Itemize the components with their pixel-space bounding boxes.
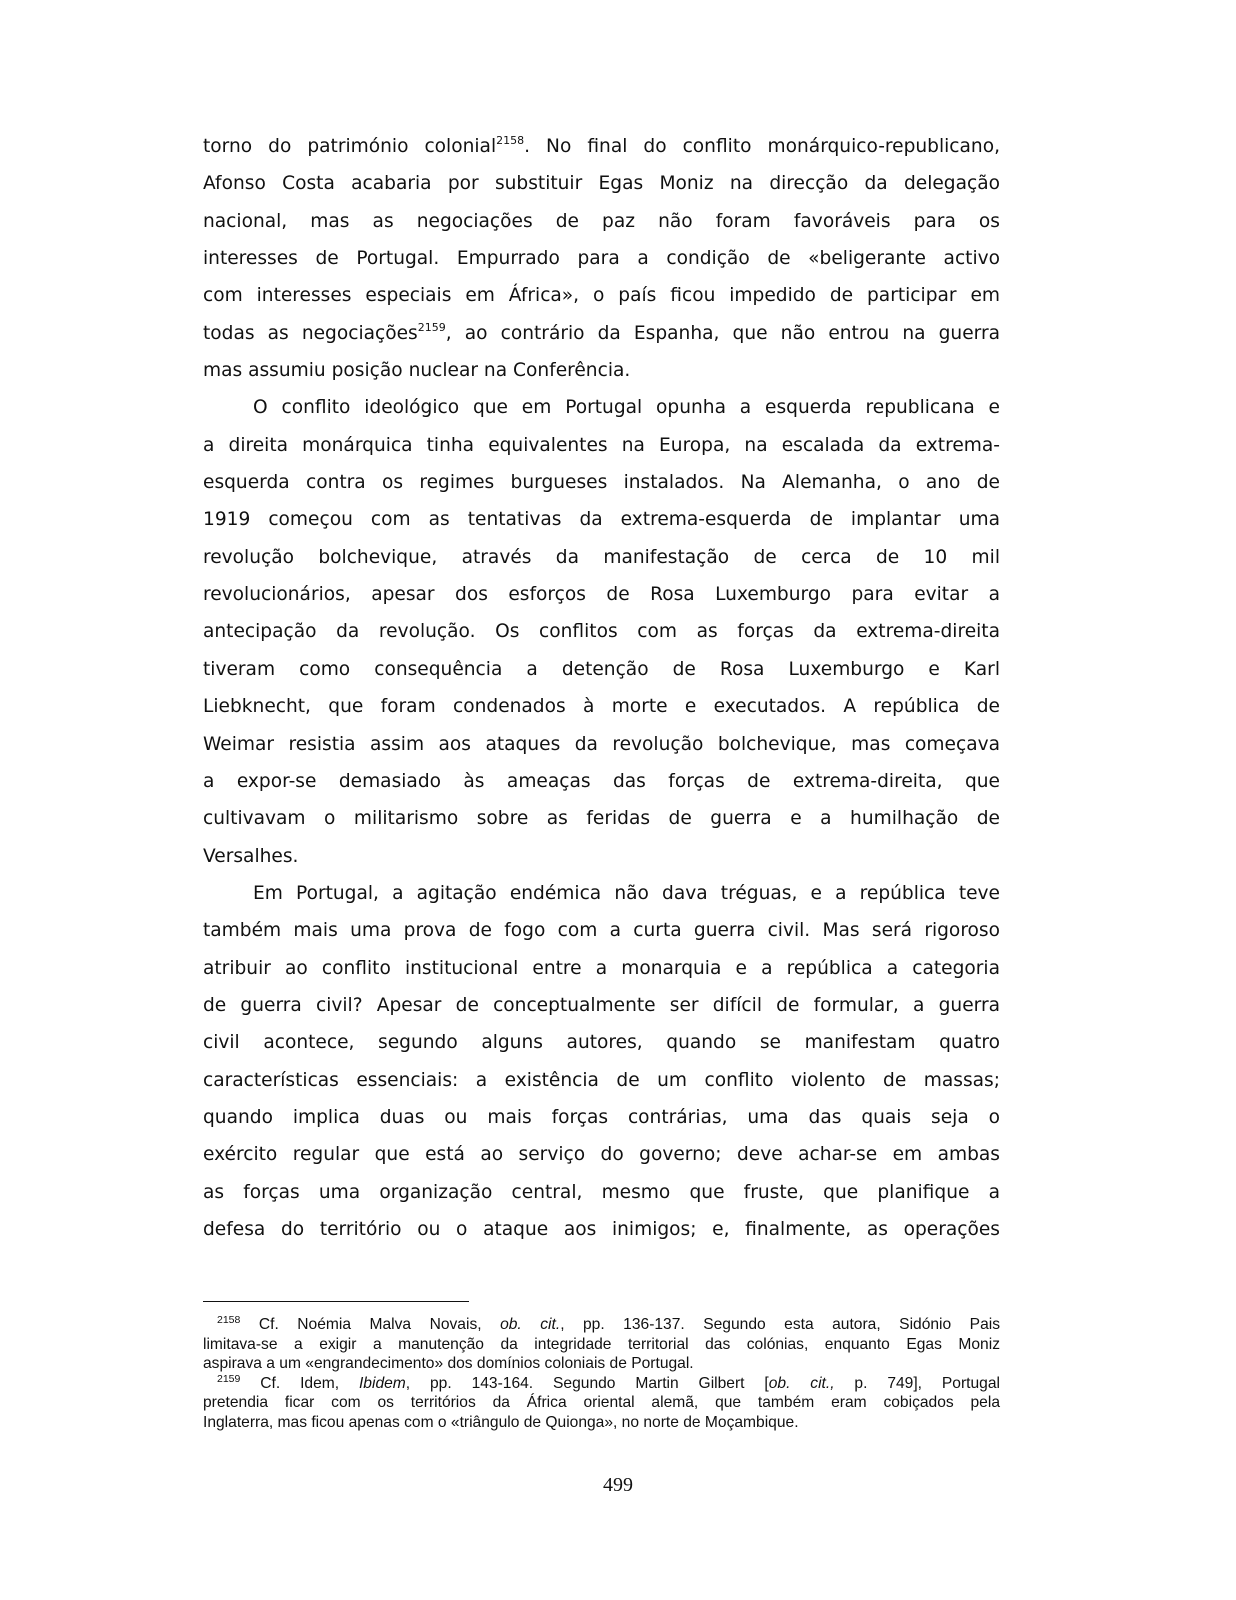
text-segment: defesa do território ou o ataque aos inimigos; e, finalmente, as operações [203,1218,1000,1240]
text-segment: atribuir ao conflito institucional entre a monarquia e a república a categoria [203,957,1000,979]
text-segment: ob. cit. [500,1316,561,1333]
footnote-reference: 2159 [417,320,446,334]
text-segment: torno do património colonial [203,136,497,157]
page-number: 499 [603,1474,633,1496]
text-segment: as forças uma organização central, mesmo que fruste, que planifique a [203,1181,1000,1203]
body-line [203,726,1000,763]
text-segment: de guerra civil? Apesar de conceptualmente ser difícil de formular, a guerra [203,994,1000,1016]
footnotes [203,1315,1000,1433]
text-segment: Em Portugal, a agitação endémica não dava tréguas, e a república teve [253,882,1000,904]
text-segment: , pp. 136-137. Segundo esta autora, Sidónio Pais [560,1316,1001,1333]
footnote-separator [203,1301,469,1302]
text-segment: exército regular que está ao serviço do governo; deve achar-se em ambas [203,1144,1000,1166]
body-line [203,539,1000,576]
footnote-reference: 2158 [217,1314,241,1326]
body-line [203,315,1000,352]
footnote-reference: 2158 [496,134,525,147]
body-line [203,1099,1000,1136]
text-segment: cultivavam o militarismo sobre as feridas de guerra e a humilhação de [203,808,1000,830]
text-segment: aspirava a um «engrandecimento» dos domínios coloniais de Portugal. [203,1355,694,1373]
text-segment: antecipação da revolução. Os conflitos com as forças da extrema-direita [203,621,1000,643]
body-line [203,576,1000,613]
text-segment: Afonso Costa acabaria por substituir Egas Moniz na direcção da delegação [203,173,1000,195]
text-segment: civil acontece, segundo alguns autores, quando se manifestam quatro [203,1032,1000,1054]
body-line [203,1174,1000,1211]
text-segment: esquerda contra os regimes burgueses instalados. Na Alemanha, o ano de [203,472,1000,494]
text-segment: também mais uma prova de fogo com a curta guerra civil. Mas será rigoroso [203,920,1000,942]
text-segment: O conflito ideológico que em Portugal opunha a esquerda republicana e [253,397,1000,419]
body-line [203,389,1000,426]
body-line [203,950,1000,987]
body-line [203,1136,1000,1173]
footnote-reference: 2159 [217,1372,241,1385]
body-line [203,912,1000,949]
text-segment: Liebknecht, que foram condenados à morte e executados. A república de [203,696,1000,718]
body-line [203,277,1000,314]
body-text [203,128,1000,1248]
body-line [203,501,1000,538]
body-line [203,1024,1000,1061]
text-segment: p. 749], Portugal [834,1374,1000,1392]
footnote-line [203,1393,1000,1413]
text-segment: pretendia ficar com os territórios da África oriental alemã, que também eram cobiçados pela [203,1394,1000,1412]
body-line [203,352,1000,389]
text-segment: interesses de Portugal. Empurrado para a condição de «beligerante activo [203,248,1000,270]
body-line [203,763,1000,800]
footnote-line [203,1315,1000,1335]
text-segment: Cf. Idem, [240,1374,359,1392]
body-line [203,464,1000,501]
body-line [203,838,1000,875]
text-segment: todas as negociações [203,322,418,344]
text-segment: a expor-se demasiado às ameaças das forças de extrema-direita, que [203,770,1000,792]
footnote-line [203,1354,1000,1374]
text-segment: Versalhes. [203,845,299,867]
text-segment: 1919 começou com as tentativas da extrema-esquerda de implantar uma [203,509,1000,531]
body-line [203,875,1000,912]
body-line [203,128,1000,165]
text-segment: revolução bolchevique, através da manifestação de cerca de 10 mil [203,546,1000,568]
body-line [203,1062,1000,1099]
text-segment: . No final do conflito monárquico-republicano, [524,136,1000,157]
text-segment: quando implica duas ou mais forças contrárias, uma das quais seja o [203,1106,1000,1128]
text-segment: com interesses especiais em África», o país ficou impedido de participar em [203,285,1000,307]
text-segment: , ao contrário da Espanha, que não entrou na guerra [445,322,1000,344]
text-segment: Ibidem [358,1374,406,1392]
body-line [203,203,1000,240]
footnote-line [203,1413,1000,1433]
body-line [203,165,1000,202]
body-line [203,427,1000,464]
body-line [203,688,1000,725]
text-segment: a direita monárquica tinha equivalentes na Europa, na escalada da extrema- [203,434,1000,456]
text-segment: Weimar resistia assim aos ataques da revolução bolchevique, mas começava [203,733,1000,755]
body-line [203,651,1000,688]
body-line [203,240,1000,277]
body-line [203,1211,1000,1248]
text-segment: nacional, mas as negociações de paz não foram favoráveis para os [203,210,1000,232]
text-segment: Inglaterra, mas ficou apenas com o «triângulo de Quionga», no norte de Moçambique. [203,1413,799,1431]
text-segment: tiveram como consequência a detenção de Rosa Luxemburgo e Karl [203,658,1000,680]
text-segment: limitava-se a exigir a manutenção da integridade territorial das colónias, enquanto Egas Moniz [203,1335,1000,1353]
body-line [203,987,1000,1024]
footnote-line [203,1335,1000,1355]
text-segment: revolucionários, apesar dos esforços de Rosa Luxemburgo para evitar a [203,584,1000,606]
text-segment: ob. cit., [768,1374,835,1392]
text-segment: características essenciais: a existência de um conflito violento de massas; [203,1069,1000,1091]
text-segment: mas assumiu posição nuclear na Conferência. [203,360,631,382]
body-line [203,613,1000,650]
footnote-line [203,1374,1000,1394]
text-segment: Cf. Noémia Malva Novais, [240,1316,501,1333]
text-segment: , pp. 143-164. Segundo Martin Gilbert [ [405,1374,769,1392]
body-line [203,800,1000,837]
